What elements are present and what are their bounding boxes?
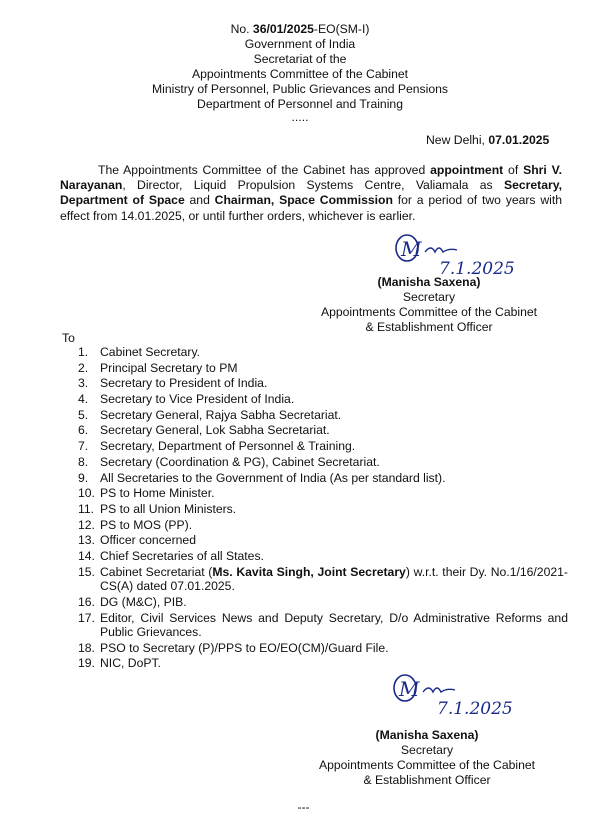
to-label: To — [62, 331, 75, 345]
list-item: 5. Secretary General, Rajya Sabha Secretariat. — [78, 407, 342, 422]
list-item: 18. PSO to Secretary (P)/PPS to EO/EO(CM)/Guard File. — [78, 640, 389, 655]
list-item: 12. PS to MOS (PP). — [78, 517, 193, 532]
list-item: 19. NIC, DoPT. — [78, 656, 161, 671]
header-dots: ..... — [291, 110, 309, 124]
signatory-designation: Secretary — [402, 290, 456, 304]
signatory-org-1: Appointments Committee of the Cabinet — [318, 758, 536, 772]
handwritten-signature-2 — [393, 672, 543, 722]
header-line-2: Secretariat of the — [253, 52, 347, 66]
list-item: 11. PS to all Union Ministers. — [78, 501, 237, 516]
svg-text:M: M — [401, 237, 422, 261]
signature-block-1 — [279, 275, 579, 335]
svg-text:7.1.2025: 7.1.2025 — [437, 699, 513, 719]
signature-block-2 — [277, 728, 577, 788]
signatory-org-1: Appointments Committee of the Cabinet — [320, 305, 538, 319]
list-item: 14. Chief Secretaries of all States. — [78, 548, 264, 563]
list-item: 10. PS to Home Minister. — [78, 486, 215, 501]
signatory-org-2: & Establishment Officer — [365, 320, 493, 334]
svg-text:M: M — [399, 677, 420, 701]
list-item: 8. Secretary (Coordination & PG), Cabinet Secretariat. — [78, 454, 380, 469]
list-item: 7. Secretary, Department of Personnel & Training. — [78, 439, 356, 454]
list-item: 3. Secretary to President of India. — [78, 376, 268, 391]
header-line-5: Department of Personnel and Training — [197, 97, 403, 111]
signatory-name: (Manisha Saxena) — [375, 728, 479, 742]
list-item: 16. DG (M&C), PIB. — [78, 594, 187, 609]
list-item: 15. Cabinet Secretariat (Ms. Kavita Singh, Joint Secretary) w.r.t. their Dy. No.1/16/2021-CS(A) dated 07.01.2025. — [78, 564, 568, 594]
recipient-list — [78, 345, 568, 672]
header-line-3: Appointments Committee of the Cabinet — [191, 67, 409, 81]
svg-text:7.1.2025: 7.1.2025 — [439, 259, 515, 279]
signatory-name: (Manisha Saxena) — [377, 275, 481, 289]
header-line-1: Government of India — [244, 37, 356, 51]
order-paragraph: The Appointments Committee of the Cabinet has approved appointment of Shri V. Narayanan, Director, Liquid Propulsion Systems Centre, Valiamala as Secretary, Department of Space and Chairman, Space Commission for a period of two years with effect from 14.01.2025, or until further orders, whichever is earlier. — [60, 163, 563, 223]
list-item: 17. Editor, Civil Services News and Deputy Secretary, D/o Administrative Reforms and Public Grievances. — [78, 610, 568, 639]
list-item: 1. Cabinet Secretary. — [78, 345, 201, 359]
signatory-org-2: & Establishment Officer — [363, 773, 491, 787]
list-item: 9. All Secretaries to the Government of India (As per standard list). — [78, 470, 446, 485]
list-item: 2. Principal Secretary to PM — [78, 360, 238, 375]
list-item: 13. Officer concerned — [78, 533, 196, 548]
letter-header — [150, 22, 450, 122]
list-item: 6. Secretary General, Lok Sabha Secretariat. — [78, 423, 330, 438]
signatory-designation: Secretary — [400, 743, 454, 757]
list-item: 4. Secretary to Vice President of India. — [78, 392, 295, 407]
header-line-4: Ministry of Personnel, Public Grievances and Pensions — [151, 82, 449, 96]
end-marker: --- — [297, 800, 310, 814]
reference-number: No. 36/01/2025-EO(SM-I) — [230, 22, 370, 36]
place-date: New Delhi, 07.01.2025 — [426, 133, 550, 147]
